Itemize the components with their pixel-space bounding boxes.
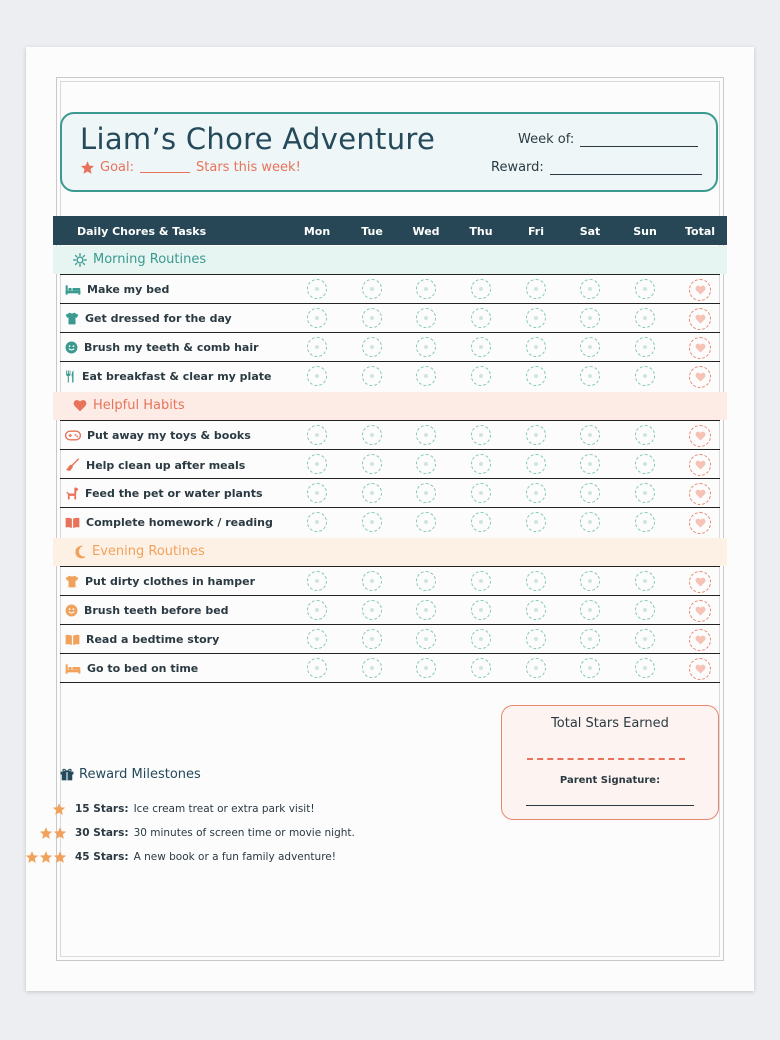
day-header-tue: Tue — [361, 225, 383, 238]
checkbox-thu[interactable] — [471, 600, 491, 620]
checkbox-wed[interactable] — [416, 571, 436, 591]
total-column-header: Total — [684, 225, 716, 238]
checkbox-mon[interactable] — [307, 512, 327, 532]
checkbox-sun[interactable] — [635, 425, 655, 445]
checkbox-thu[interactable] — [471, 454, 491, 474]
checkbox-wed[interactable] — [416, 425, 436, 445]
checkbox-wed[interactable] — [416, 366, 436, 386]
checkbox-sat[interactable] — [580, 512, 600, 532]
chore-label: Make my bed — [87, 283, 170, 296]
total-cell[interactable] — [689, 454, 711, 476]
checkbox-tue[interactable] — [362, 337, 382, 357]
checkbox-wed[interactable] — [416, 512, 436, 532]
day-header-fri: Fri — [527, 225, 545, 238]
section-evening-routines — [53, 538, 727, 566]
chore-row-homework — [60, 507, 720, 537]
checkbox-sat[interactable] — [580, 571, 600, 591]
bed-icon — [65, 284, 81, 296]
moon-icon — [73, 545, 86, 559]
checkbox-mon[interactable] — [307, 483, 327, 503]
chore-label: Get dressed for the day — [85, 312, 232, 325]
total-cell[interactable] — [689, 279, 711, 301]
checkbox-tue[interactable] — [362, 512, 382, 532]
checkbox-sun[interactable] — [635, 483, 655, 503]
checkbox-wed[interactable] — [416, 337, 436, 357]
chore-row-bedtime-story — [60, 624, 720, 654]
checkbox-fri[interactable] — [526, 308, 546, 328]
chore-row-get-dressed — [60, 303, 720, 333]
star-icon — [53, 850, 67, 864]
chore-row-feed-pet — [60, 478, 720, 508]
star-icon — [53, 826, 67, 840]
day-header-wed: Wed — [412, 225, 440, 238]
milestone-stars-1 — [52, 802, 66, 816]
table-bottom-rule — [60, 682, 720, 683]
checkbox-fri[interactable] — [526, 279, 546, 299]
checkbox-sat[interactable] — [580, 366, 600, 386]
checkbox-wed[interactable] — [416, 629, 436, 649]
parent-signature-label: Parent Signature: — [559, 775, 661, 786]
checkbox-fri[interactable] — [526, 600, 546, 620]
checkbox-sun[interactable] — [635, 308, 655, 328]
smile-icon — [65, 604, 78, 617]
checkbox-wed[interactable] — [416, 279, 436, 299]
total-cell[interactable] — [689, 308, 711, 330]
checkbox-mon[interactable] — [307, 366, 327, 386]
checkbox-fri[interactable] — [526, 571, 546, 591]
total-cell[interactable] — [689, 571, 711, 593]
week-input-line[interactable] — [580, 134, 698, 147]
checkbox-sun[interactable] — [635, 512, 655, 532]
chore-label: Brush my teeth & comb hair — [84, 341, 259, 354]
checkbox-mon[interactable] — [307, 571, 327, 591]
checkbox-mon[interactable] — [307, 308, 327, 328]
reward-field — [491, 160, 702, 175]
book-icon — [65, 634, 80, 646]
bed-icon — [65, 663, 81, 675]
star-icon — [39, 850, 53, 864]
checkbox-thu[interactable] — [471, 425, 491, 445]
milestone-item: 15 Stars: Ice cream treat or extra park visit! — [75, 803, 315, 815]
total-cell[interactable] — [689, 337, 711, 359]
section-morning-routines — [53, 246, 727, 274]
checkbox-tue[interactable] — [362, 658, 382, 678]
checkbox-sun[interactable] — [635, 658, 655, 678]
checkbox-mon[interactable] — [307, 425, 327, 445]
gift-icon — [60, 768, 74, 781]
checkbox-sun[interactable] — [635, 279, 655, 299]
star-icon — [39, 826, 53, 840]
page-title: Liam’s Chore Adventure — [80, 122, 436, 156]
section-title: Morning Routines — [93, 252, 207, 267]
total-cell[interactable] — [689, 658, 711, 680]
day-header-mon: Mon — [303, 225, 331, 238]
checkbox-wed[interactable] — [416, 658, 436, 678]
milestone-stars-2 — [39, 826, 67, 840]
checkbox-tue[interactable] — [362, 629, 382, 649]
checkbox-fri[interactable] — [526, 366, 546, 386]
checkbox-tue[interactable] — [362, 483, 382, 503]
total-stars-box — [501, 705, 719, 820]
total-cell[interactable] — [689, 629, 711, 651]
checkbox-sat[interactable] — [580, 658, 600, 678]
sun-icon — [73, 253, 87, 267]
goal-suffix: Stars this week! — [196, 160, 301, 175]
reward-milestones-title: Reward Milestones — [60, 767, 201, 782]
checkbox-sat[interactable] — [580, 600, 600, 620]
checkbox-fri[interactable] — [526, 629, 546, 649]
checkbox-sun[interactable] — [635, 366, 655, 386]
week-field — [518, 132, 698, 147]
chore-row-bed-on-time — [60, 653, 720, 683]
total-cell[interactable] — [689, 483, 711, 505]
checkbox-mon[interactable] — [307, 454, 327, 474]
checkbox-sat[interactable] — [580, 483, 600, 503]
total-cell[interactable] — [689, 366, 711, 388]
chore-row-put-away-toys — [60, 420, 720, 450]
chore-label: Complete homework / reading — [86, 516, 273, 529]
milestone-item: 45 Stars: A new book or a fun family adventure! — [75, 851, 336, 863]
checkbox-sat[interactable] — [580, 629, 600, 649]
chart-header — [60, 112, 718, 192]
checkbox-tue[interactable] — [362, 454, 382, 474]
goal-input-line[interactable] — [140, 162, 190, 173]
checkbox-sun[interactable] — [635, 629, 655, 649]
checkbox-tue[interactable] — [362, 366, 382, 386]
chore-label: Go to bed on time — [87, 662, 199, 675]
checkbox-thu[interactable] — [471, 308, 491, 328]
checkbox-sat[interactable] — [580, 337, 600, 357]
star-icon — [80, 160, 95, 175]
checkbox-sat[interactable] — [580, 279, 600, 299]
chore-row-breakfast — [60, 361, 720, 391]
checkbox-sat[interactable] — [580, 454, 600, 474]
reward-input-line[interactable] — [550, 162, 702, 175]
chore-label: Read a bedtime story — [86, 633, 220, 646]
task-column-header: Daily Chores & Tasks — [77, 225, 207, 238]
checkbox-wed[interactable] — [416, 600, 436, 620]
total-cell[interactable] — [689, 512, 711, 534]
smile-icon — [65, 341, 78, 354]
table-header — [53, 216, 727, 245]
checkbox-sun[interactable] — [635, 600, 655, 620]
day-header-sun: Sun — [633, 225, 657, 238]
checkbox-tue[interactable] — [362, 571, 382, 591]
checkbox-thu[interactable] — [471, 366, 491, 386]
checkbox-tue[interactable] — [362, 600, 382, 620]
week-label: Week of: — [518, 132, 575, 147]
checkbox-fri[interactable] — [526, 512, 546, 532]
broom-icon — [65, 458, 80, 472]
chore-label: Eat breakfast & clear my plate — [82, 370, 272, 383]
checkbox-fri[interactable] — [526, 454, 546, 474]
star-icon — [25, 850, 39, 864]
checkbox-sun[interactable] — [635, 571, 655, 591]
checkbox-tue[interactable] — [362, 425, 382, 445]
checkbox-mon[interactable] — [307, 658, 327, 678]
section-title: Evening Routines — [92, 544, 205, 559]
checkbox-wed[interactable] — [416, 483, 436, 503]
star-icon — [52, 802, 66, 816]
checkbox-thu[interactable] — [471, 658, 491, 678]
shirt-icon — [65, 312, 79, 325]
total-cell[interactable] — [689, 425, 711, 447]
shirt-icon — [65, 575, 79, 588]
checkbox-wed[interactable] — [416, 308, 436, 328]
reward-label: Reward: — [491, 160, 544, 175]
milestone-item: 30 Stars: 30 minutes of screen time or movie night. — [75, 827, 355, 839]
checkbox-mon[interactable] — [307, 629, 327, 649]
checkbox-sat[interactable] — [580, 425, 600, 445]
checkbox-tue[interactable] — [362, 308, 382, 328]
chore-row-clean-up — [60, 449, 720, 479]
checkbox-mon[interactable] — [307, 279, 327, 299]
chore-label: Put dirty clothes in hamper — [85, 575, 255, 588]
chore-row-make-bed — [60, 274, 720, 304]
milestone-stars-3 — [25, 850, 67, 864]
checkbox-tue[interactable] — [362, 279, 382, 299]
gamepad-icon — [65, 430, 81, 441]
total-cell[interactable] — [689, 600, 711, 622]
checkbox-fri[interactable] — [526, 425, 546, 445]
checkbox-sun[interactable] — [635, 337, 655, 357]
chore-row-dirty-clothes — [60, 566, 720, 596]
total-stars-title: Total Stars Earned — [551, 716, 669, 731]
checkbox-thu[interactable] — [471, 512, 491, 532]
checkbox-thu[interactable] — [471, 483, 491, 503]
section-title: Helpful Habits — [93, 398, 185, 413]
checkbox-sat[interactable] — [580, 308, 600, 328]
goal-label: Goal: — [100, 160, 134, 175]
day-header-thu: Thu — [469, 225, 493, 238]
section-helpful-habits — [53, 392, 727, 420]
checkbox-fri[interactable] — [526, 337, 546, 357]
chore-label: Put away my toys & books — [87, 429, 251, 442]
checkbox-thu[interactable] — [471, 571, 491, 591]
parent-signature-line[interactable] — [526, 805, 694, 806]
dog-icon — [65, 487, 79, 500]
chore-label: Brush teeth before bed — [84, 604, 229, 617]
checkbox-mon[interactable] — [307, 337, 327, 357]
heart-icon — [73, 399, 87, 412]
chore-label: Feed the pet or water plants — [85, 487, 263, 500]
checkbox-thu[interactable] — [471, 279, 491, 299]
checkbox-wed[interactable] — [416, 454, 436, 474]
chore-row-brush-teeth-bed — [60, 595, 720, 625]
total-stars-input-line[interactable] — [527, 758, 685, 760]
utensils-icon — [65, 370, 76, 383]
chore-row-brush-teeth — [60, 332, 720, 362]
book-icon — [65, 517, 80, 529]
checkbox-sun[interactable] — [635, 454, 655, 474]
checkbox-fri[interactable] — [526, 483, 546, 503]
goal-line — [80, 160, 301, 175]
checkbox-fri[interactable] — [526, 658, 546, 678]
day-header-sat: Sat — [579, 225, 601, 238]
checkbox-thu[interactable] — [471, 337, 491, 357]
checkbox-mon[interactable] — [307, 600, 327, 620]
checkbox-thu[interactable] — [471, 629, 491, 649]
chore-label: Help clean up after meals — [86, 458, 246, 472]
